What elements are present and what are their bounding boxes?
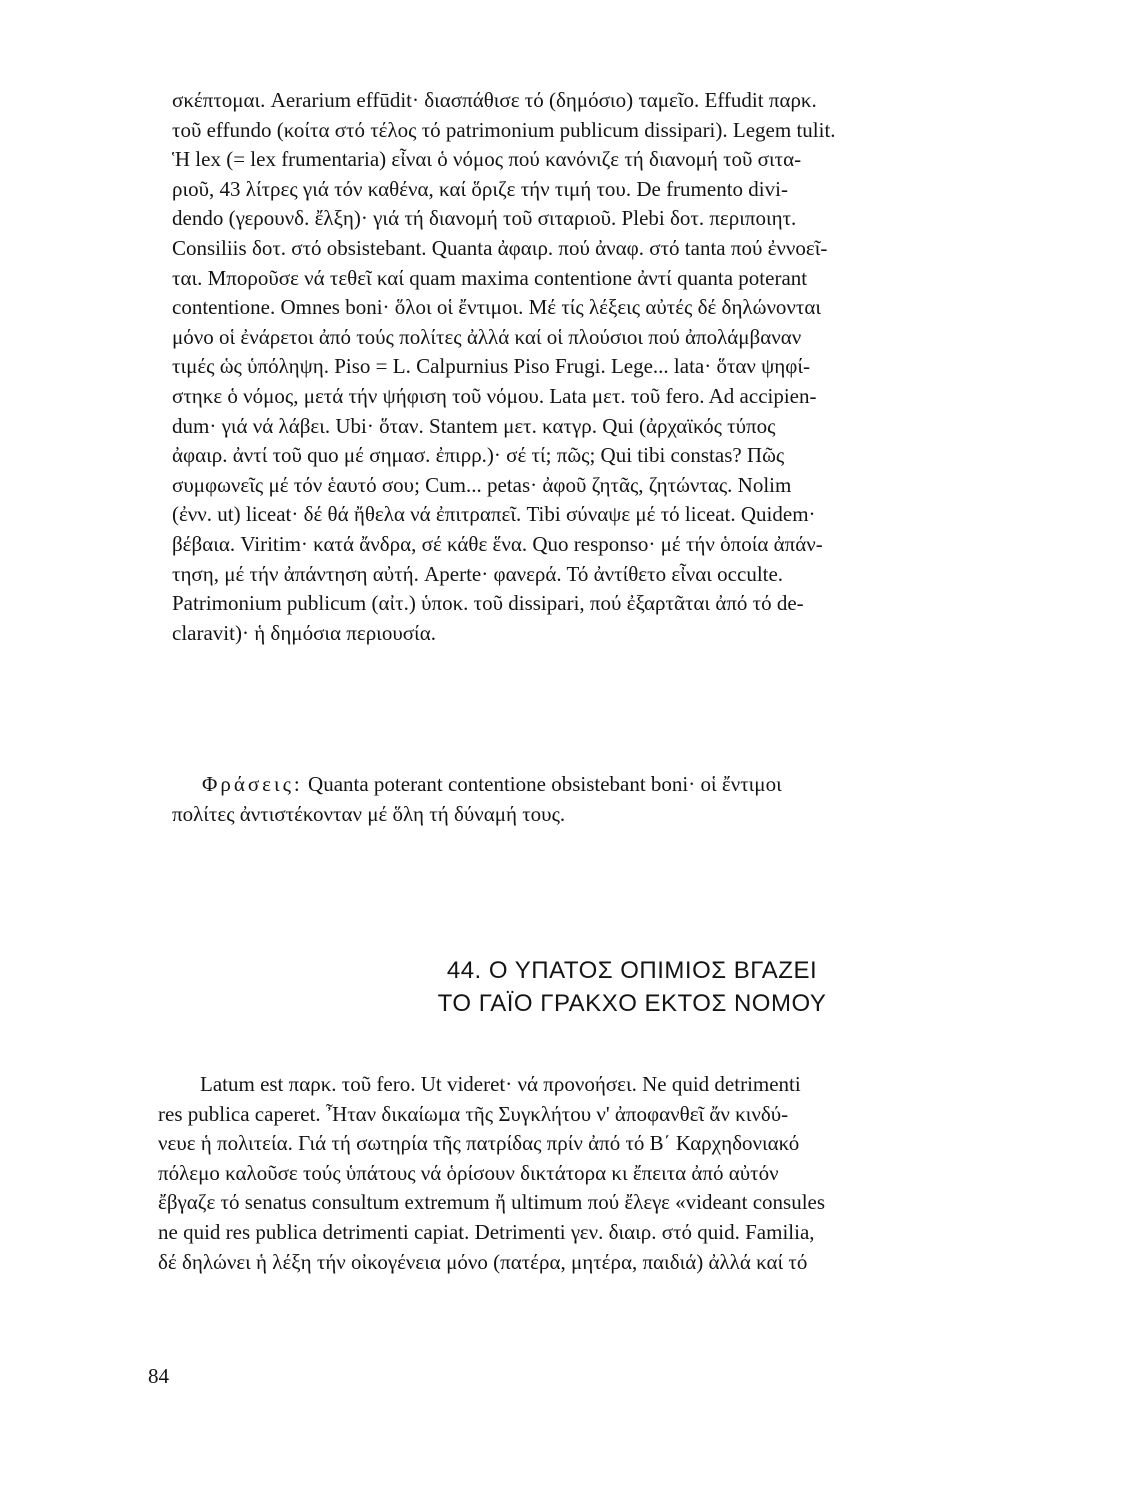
commentary-line: στηκε ὁ νόμος, μετά τήν ψήφιση τοῦ νόμου. Lata μετ. τοῦ fero. Ad accipien- bbox=[172, 383, 817, 408]
phrases-line: πολίτες ἀντιστέκονταν μέ ὅλη τή δύναμή τους. bbox=[172, 801, 566, 826]
phrases-line bbox=[172, 770, 1092, 800]
body-line: res publica caperet. Ἦταν δικαίωμα τῆς Συγκλήτου ν' ἀποφανθεῖ ἄν κινδύ- bbox=[158, 1101, 789, 1126]
commentary-line: ἀφαιρ. ἀντί τοῦ quo μέ σημασ. ἐπιρρ.)· σέ τί; πῶς; Qui tibi constas? Πῶς bbox=[172, 443, 785, 468]
commentary-line: (ἐνν. ut) liceat· δέ θά ἤθελα νά ἐπιτραπεῖ. Tibi σύναψε μέ τό liceat. Quidem· bbox=[172, 502, 816, 527]
commentary-paragraph bbox=[172, 86, 1092, 648]
commentary-line: βέβαια. Viritim· κατά ἄνδρα, σέ κάθε ἕνα. Quo responso· μέ τήν ὁποία ἀπάν- bbox=[172, 531, 823, 556]
commentary-line: τιμές ὡς ὑπόληψη. Piso = L. Calpurnius Piso Frugi. Lege... lata· ὅταν ψηφί- bbox=[172, 354, 811, 379]
commentary-line: ται. Μποροῦσε νά τεθεῖ καί quam maxima contentione ἀντί quanta poterant bbox=[172, 265, 808, 290]
commentary-line: συμφωνεῖς μέ τόν ἑαυτό σου; Cum... petas· ἀφοῦ ζητᾶς, ζητώντας. Nolim bbox=[172, 472, 792, 497]
body-line: Latum est παρκ. τοῦ fero. Ut videret· νά προνοήσει. Ne quid detrimenti bbox=[200, 1072, 801, 1096]
body-line: νευε ἡ πολιτεία. Γιά τή σωτηρία τῆς πατρίδας πρίν ἀπό τό Β΄ Καρχηδονιακό bbox=[158, 1131, 800, 1156]
commentary-line: Patrimonium publicum (αἰτ.) ὑποκ. τοῦ dissipari, πού ἐξαρτᾶται ἀπό τό de- bbox=[172, 591, 804, 616]
commentary-line: σκέπτομαι. Aerarium effūdit· διασπάθισε τό (δημόσιο) ταμεῖο. Effudit παρκ. bbox=[172, 88, 817, 112]
body-line: ne quid res publica detrimenti capiat. Detrimenti γεν. διαιρ. στό quid. Familia, bbox=[158, 1219, 815, 1244]
commentary-line: Consiliis δοτ. στό obsistebant. Quanta ἀφαιρ. πού ἀναφ. στό tanta πού ἐννοεῖ- bbox=[172, 235, 828, 260]
commentary-line: ριοῦ, 43 λίτρες γιά τόν καθένα, καί ὅριζε τήν τιμή του. De frumento divi- bbox=[172, 176, 788, 201]
phrases-paragraph bbox=[172, 770, 1092, 829]
chapter-body-paragraph bbox=[158, 1070, 1078, 1277]
commentary-line: claravit)· ἡ δημόσια περιουσία. bbox=[172, 620, 436, 645]
page-number: 84 bbox=[148, 1364, 169, 1388]
chapter-heading-line: ΤΟ ΓΑΪΟ ΓΡΑΚΧΟ ΕΚΤΟΣ ΝΟΜΟΥ bbox=[437, 990, 827, 1017]
chapter-heading-line: 44. Ο ΥΠΑΤΟΣ ΟΠΙΜΙΟΣ ΒΓΑΖΕΙ bbox=[446, 957, 818, 984]
phrases-label: Φράσεις: bbox=[202, 772, 303, 796]
commentary-line: dendo (γερουνδ. ἔλξη)· γιά τή διανομή τοῦ σιταριοῦ. Plebi δοτ. περιποιητ. bbox=[172, 206, 797, 231]
commentary-line: τηση, μέ τήν ἀπάντηση αὐτή. Aperte· φανερά. Τό ἀντίθετο εἶναι occulte. bbox=[172, 561, 784, 586]
commentary-line: τοῦ effundo (κοίτα στό τέλος τό patrimonium publicum dissipari). Legem tulit. bbox=[172, 117, 836, 142]
phrases-text: Quanta poterant contentione obsistebant boni· οἱ ἔντιμοι bbox=[302, 772, 782, 796]
chapter-heading bbox=[172, 954, 1092, 1020]
body-line: ἔβγαζε τό senatus consultum extremum ἤ ultimum πού ἔλεγε «videant consules bbox=[158, 1190, 826, 1215]
body-line: πόλεμο καλοῦσε τούς ὑπάτους νά ὁρίσουν δικτάτορα κι ἔπειτα ἀπό αὐτόν bbox=[158, 1160, 779, 1185]
body-line: δέ δηλώνει ἡ λέξη τήν οἰκογένεια μόνο (πατέρα, μητέρα, παιδιά) ἀλλά καί τό bbox=[158, 1249, 808, 1274]
commentary-line: Ἡ lex (= lex frumentaria) εἶναι ὁ νόμος πού κανόνιζε τή διανομή τοῦ σιτα- bbox=[172, 147, 802, 172]
commentary-line: μόνο οἱ ἐνάρετοι ἀπό τούς πολίτες ἀλλά καί οἱ πλούσιοι πού ἀπολάμβαναν bbox=[172, 324, 802, 349]
commentary-line: dum· γιά νά λάβει. Ubi· ὅταν. Stantem μετ. κατγρ. Qui (ἀρχαϊκός τύπος bbox=[172, 413, 776, 438]
commentary-line: contentione. Omnes boni· ὅλοι οἱ ἔντιμοι. Μέ τίς λέξεις αὐτές δέ δηλώνονται bbox=[172, 295, 822, 320]
